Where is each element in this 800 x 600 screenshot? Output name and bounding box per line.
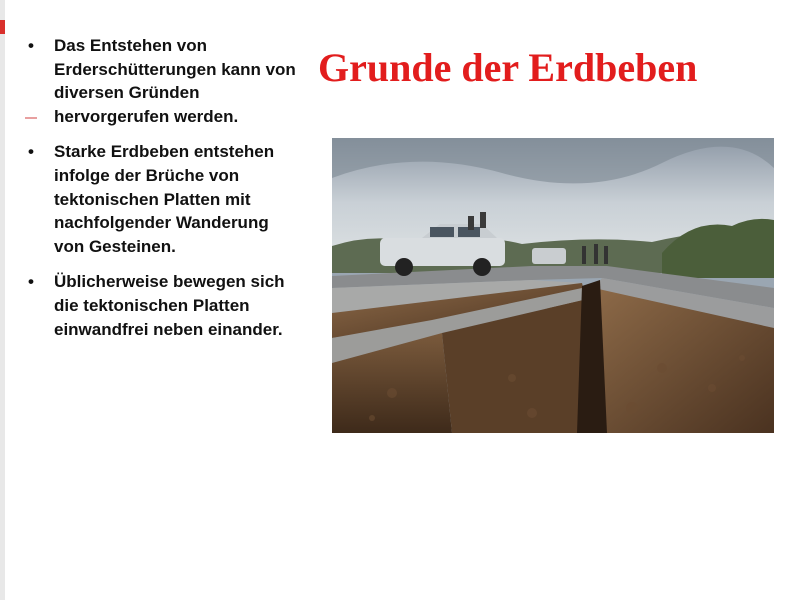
bullet-text: Üblicherweise bewegen sich die tektonischen Platten einwandfrei neben einander.: [54, 272, 285, 339]
bullet-item: [22, 140, 297, 258]
bullet-list: [22, 34, 297, 353]
earthquake-road-photo: [332, 138, 774, 433]
bullet-icon: •: [28, 272, 34, 292]
left-accent-mark: [0, 20, 5, 34]
left-border: [0, 0, 5, 600]
bullet-text: Das Entstehen von Erderschütterungen kann von diversen Gründen hervorgerufen werden.: [54, 36, 296, 126]
slide-title: Grunde der Erdbeben: [318, 45, 698, 90]
bullet-item: [22, 270, 297, 341]
bullet-icon: •: [28, 142, 34, 162]
bullet-icon: •: [28, 36, 34, 55]
bullet-text: Starke Erdbeben entstehen infolge der Brüche von tektonischen Platten mit nachfolgender Wanderung von Gesteinen.: [54, 142, 275, 256]
bullet-item: [22, 34, 297, 128]
